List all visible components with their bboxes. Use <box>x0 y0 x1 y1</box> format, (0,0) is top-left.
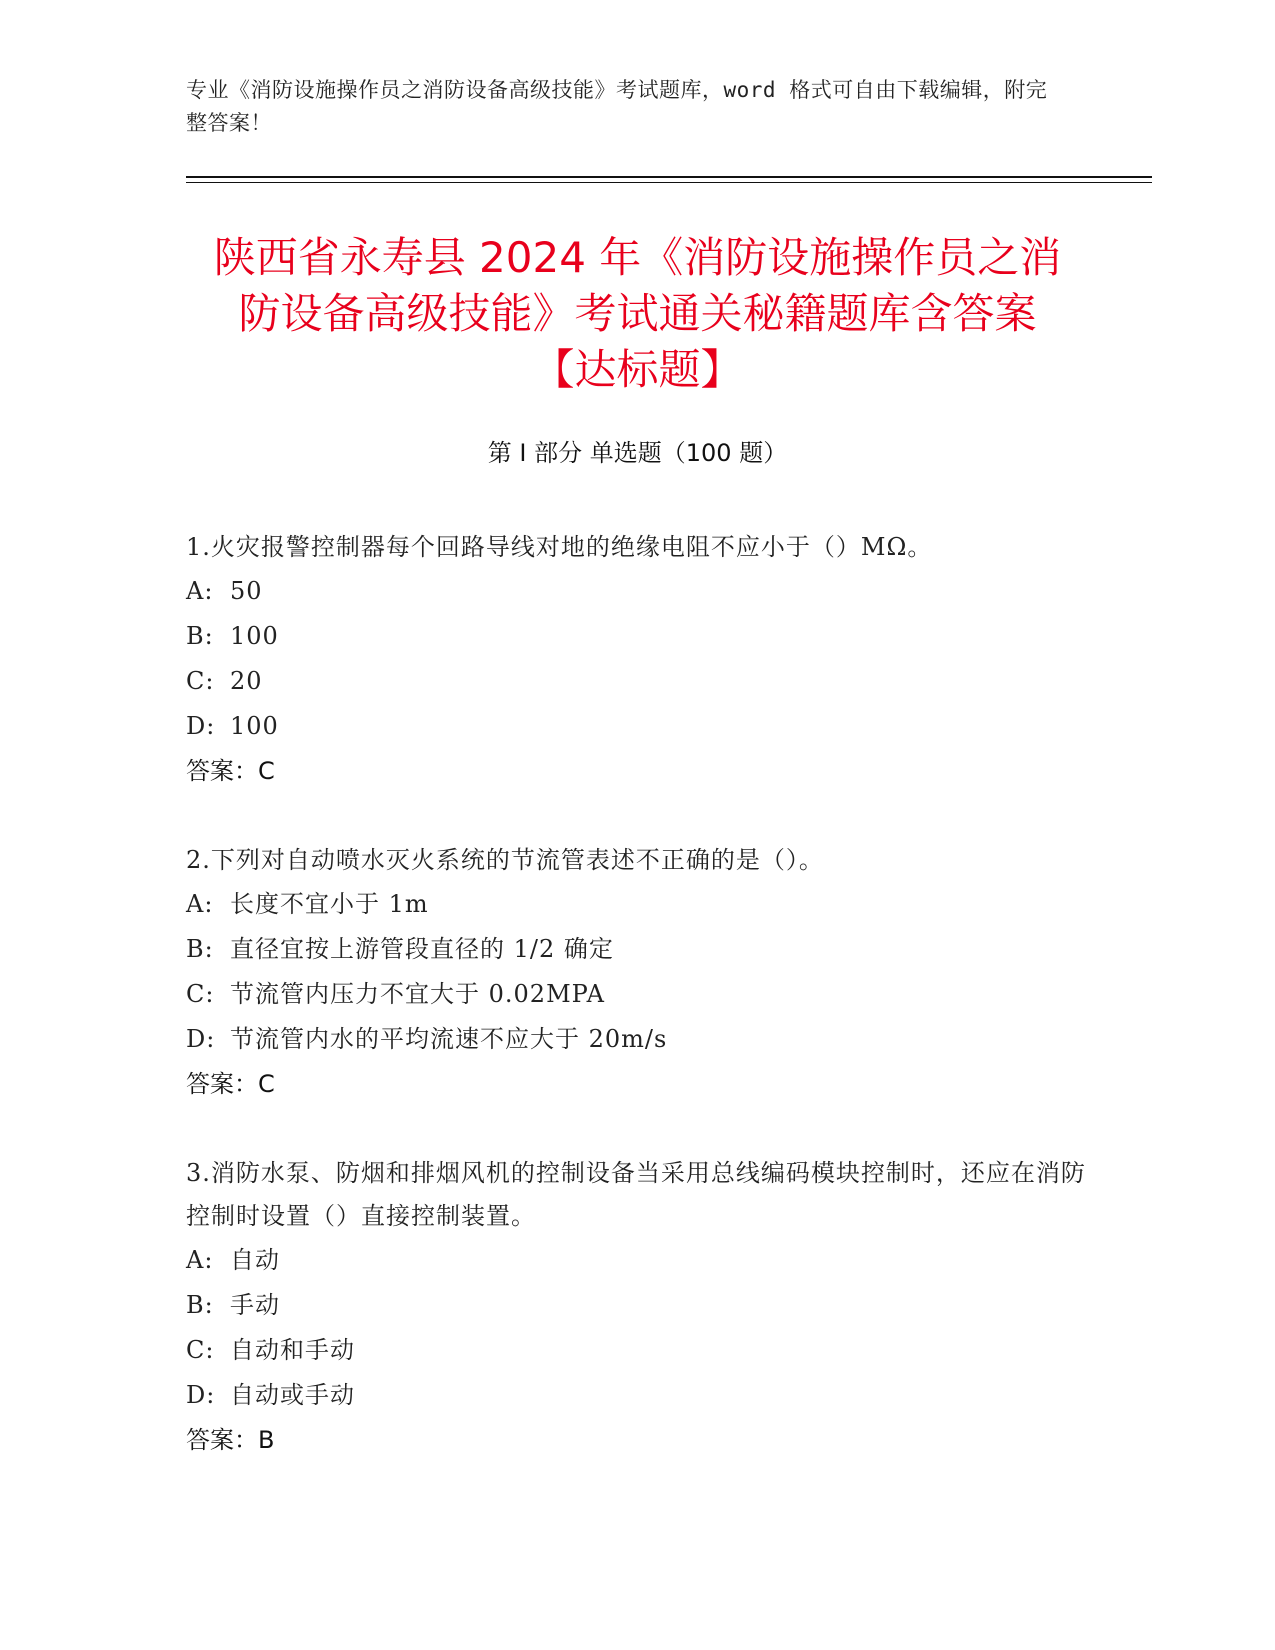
question-list <box>186 526 1086 1508</box>
option-letter: A: <box>186 890 214 918</box>
option-text: 100 <box>230 622 279 650</box>
option-text: 长度不宜小于 1m <box>230 890 429 918</box>
document-title-line-2: 防设备高级技能》考试通关秘籍题库含答案 <box>238 289 1037 338</box>
document-title-line-3: 【达标题】 <box>532 345 743 394</box>
option-text: 手动 <box>230 1291 280 1319</box>
option-b <box>186 614 1086 659</box>
option-d <box>186 704 1086 749</box>
option-text: 节流管内水的平均流速不应大于 20m/s <box>230 1025 668 1053</box>
question-1 <box>186 526 1086 794</box>
option-c <box>186 972 1086 1017</box>
option-c <box>186 1328 1086 1373</box>
question-stem: 2.下列对自动喷水灭火系统的节流管表述不正确的是（）。 <box>186 846 824 874</box>
option-letter: D: <box>186 712 216 740</box>
option-b <box>186 1283 1086 1328</box>
option-letter: A: <box>186 1246 214 1274</box>
option-letter: B: <box>186 935 214 963</box>
option-text: 100 <box>230 712 279 740</box>
option-d <box>186 1373 1086 1418</box>
question-stem: 3.消防水泵、防烟和排烟风机的控制设备当采用总线编码模块控制时，还应在消防控制时设置（）直接控制装置。 <box>186 1159 1086 1230</box>
option-b <box>186 927 1086 972</box>
question-2 <box>186 839 1086 1107</box>
option-letter: B: <box>186 622 214 650</box>
option-text: 节流管内压力不宜大于 0.02MPA <box>230 980 605 1008</box>
option-letter: D: <box>186 1025 216 1053</box>
option-letter: B: <box>186 1291 214 1319</box>
option-d <box>186 1017 1086 1062</box>
option-text: 20 <box>230 667 263 695</box>
question-stem: 1.火灾报警控制器每个回路导线对地的绝缘电阻不应小于（）MΩ。 <box>186 533 933 561</box>
option-a <box>186 882 1086 927</box>
option-letter: C: <box>186 980 215 1008</box>
option-text: 自动 <box>230 1246 280 1274</box>
option-letter: C: <box>186 1336 215 1364</box>
header-rule-thick <box>186 176 1152 178</box>
answer: 答案：B <box>186 1426 275 1454</box>
option-text: 直径宜按上游管段直径的 1/2 确定 <box>230 935 614 963</box>
option-c <box>186 659 1086 704</box>
option-text: 50 <box>230 577 263 605</box>
header-rule-thin <box>186 182 1152 183</box>
option-letter: D: <box>186 1381 216 1409</box>
option-a <box>186 569 1086 614</box>
question-3 <box>186 1152 1086 1463</box>
option-letter: A: <box>186 577 214 605</box>
option-a <box>186 1238 1086 1283</box>
document-title-line-1: 陕西省永寿县 2024 年《消防设施操作员之消 <box>213 233 1062 282</box>
option-text: 自动或手动 <box>230 1381 355 1409</box>
answer: 答案：C <box>186 1070 275 1098</box>
option-letter: C: <box>186 667 215 695</box>
section-title: 第 I 部分 单选题（100 题） <box>487 439 788 467</box>
document-title <box>150 230 1125 398</box>
option-text: 自动和手动 <box>230 1336 355 1364</box>
answer: 答案：C <box>186 757 275 785</box>
header-note: 专业《消防设施操作员之消防设备高级技能》考试题库，word 格式可自由下载编辑，附完整答案！ <box>186 78 1048 135</box>
